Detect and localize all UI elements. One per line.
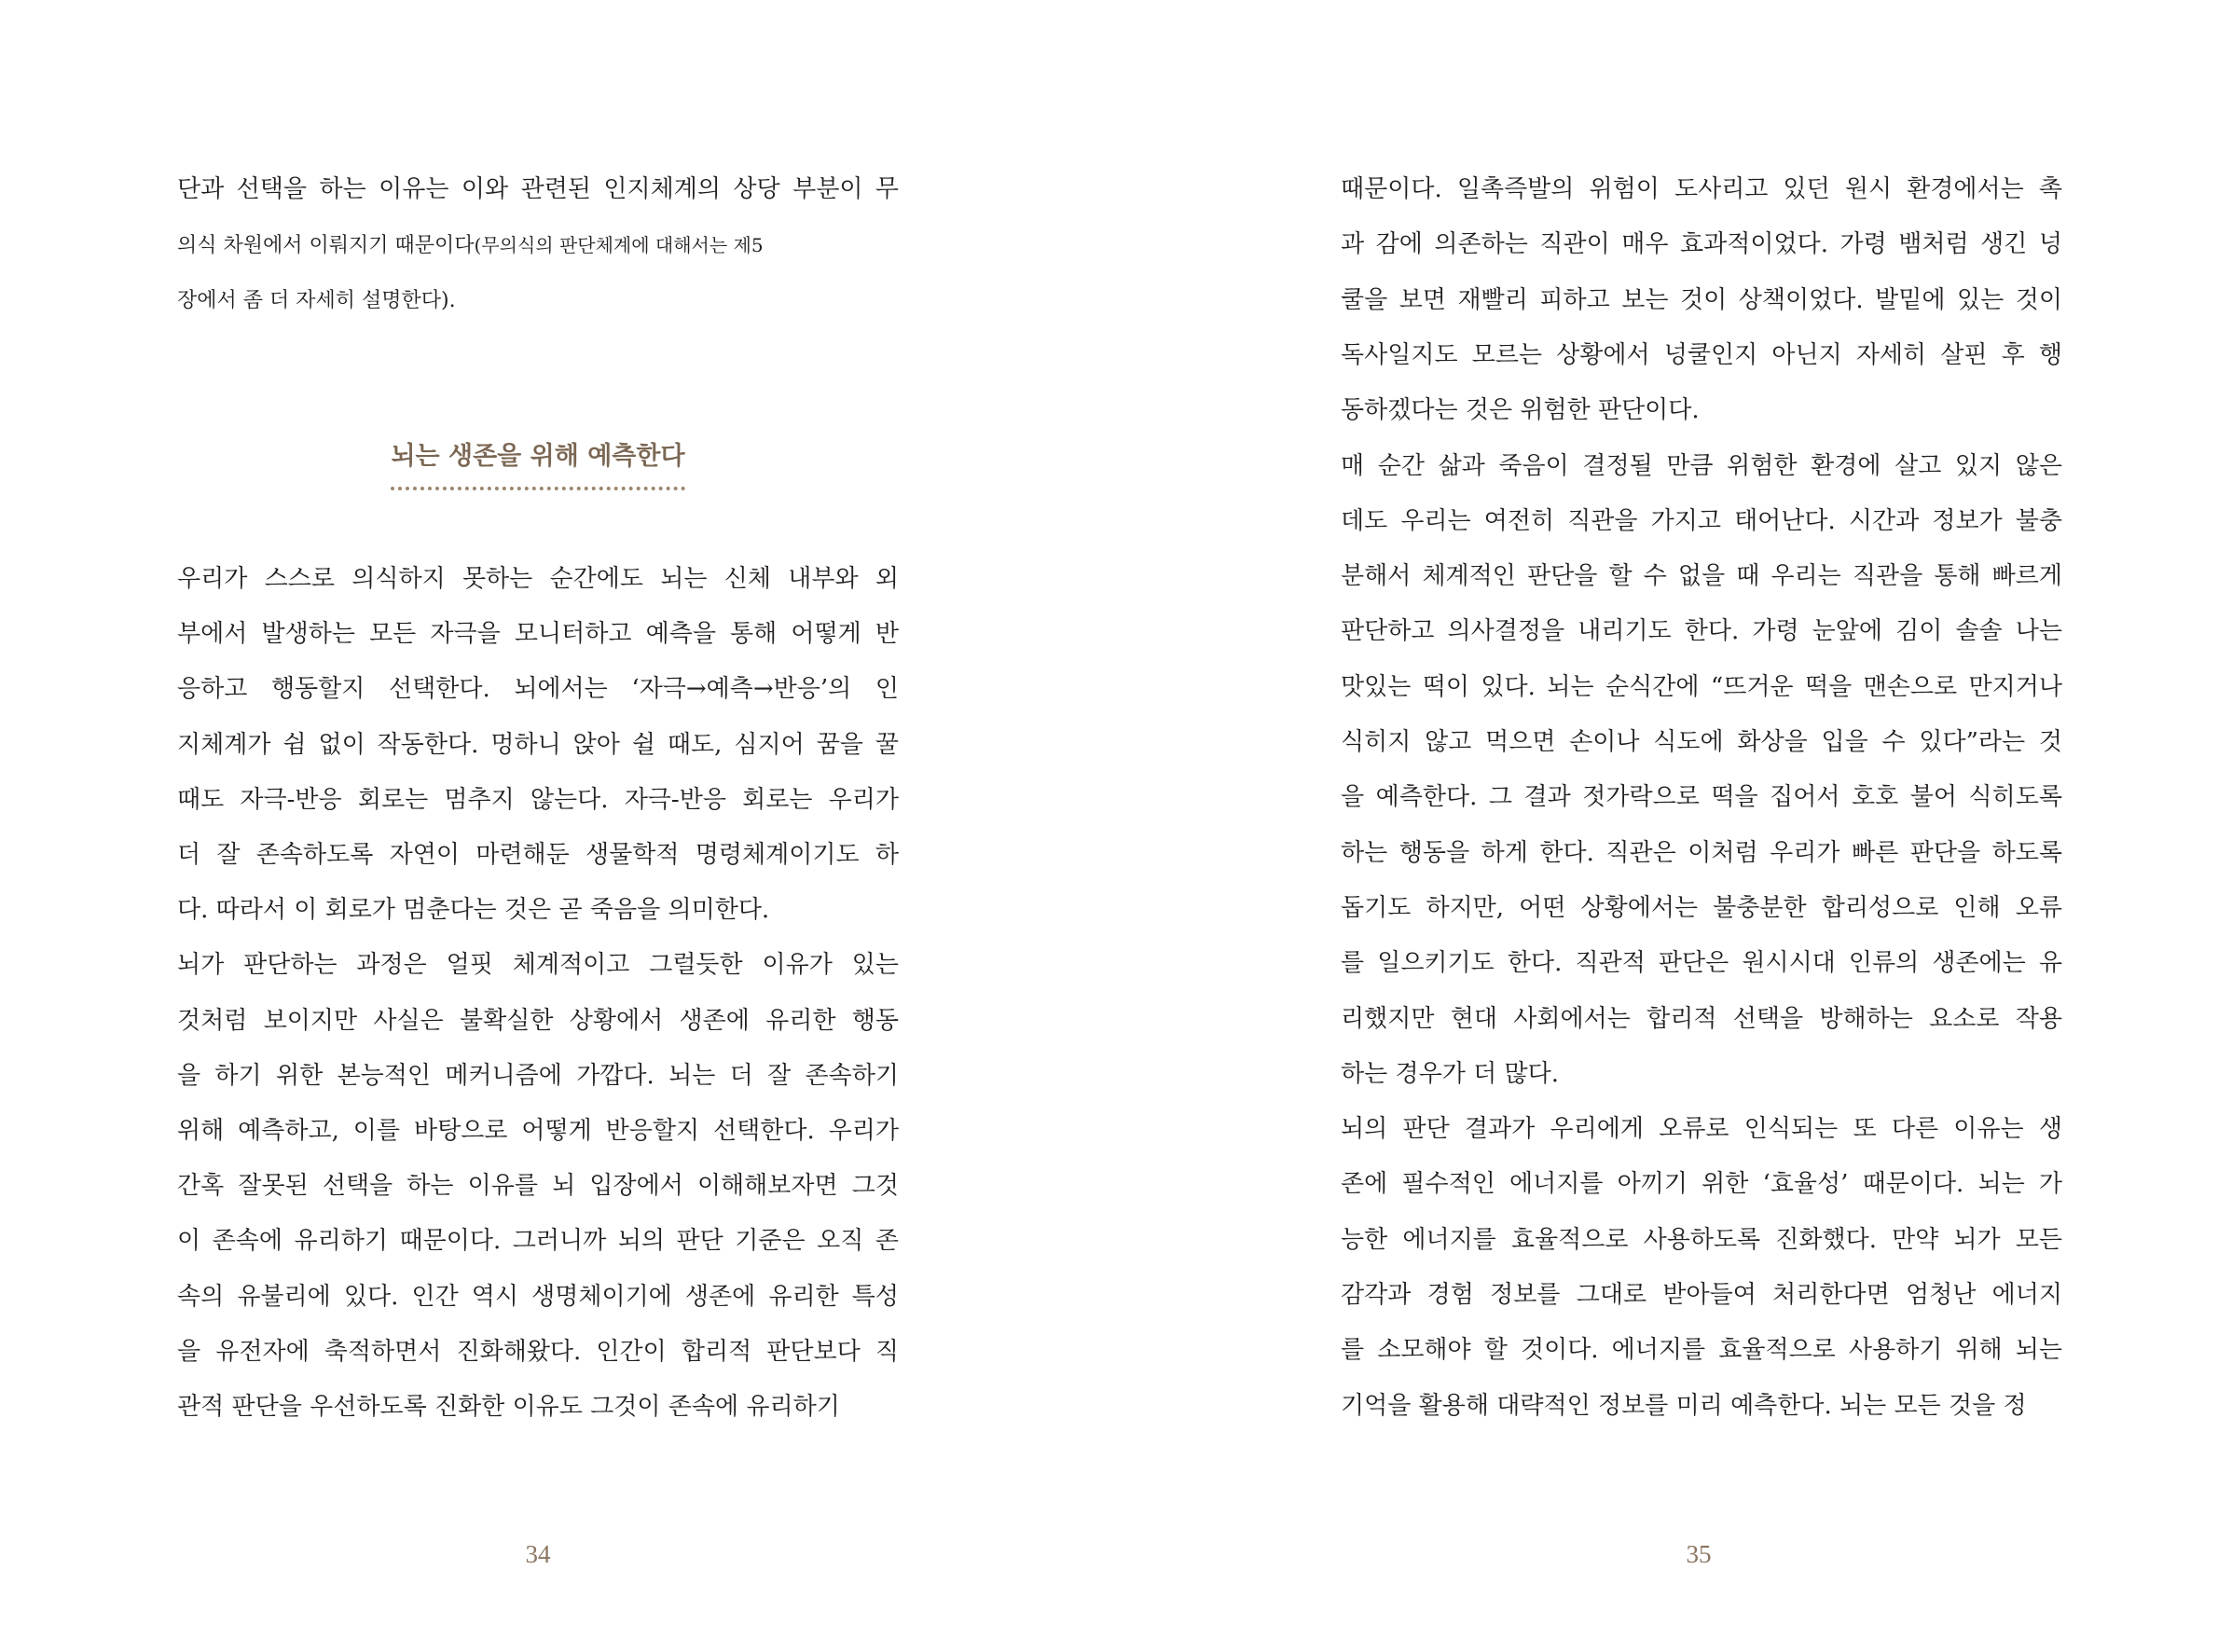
body-line: 뇌의 판단 결과가 우리에게 오류로 인식되는 또 다른 이유는 생 <box>1341 1115 2062 1144</box>
page-number-left: 34 <box>525 1540 551 1568</box>
body-line: 맛있는 떡이 있다. 뇌는 순식간에 “뜨거운 떡을 맨손으로 만지거나 <box>1341 672 2062 701</box>
section-heading <box>177 438 899 490</box>
body-line: 을 유전자에 축적하면서 진화해왔다. 인간이 합리적 판단보다 직 <box>177 1337 899 1366</box>
body-line: 것처럼 보이지만 사실은 불확실한 상황에서 생존에 유리한 행동 <box>177 1006 899 1035</box>
body-line: 위해 예측하고, 이를 바탕으로 어떻게 반응할지 선택한다. 우리가 <box>177 1117 899 1145</box>
intro-line <box>177 227 899 264</box>
body-line: 때문이다. 일촉즉발의 위험이 도사리고 있던 원시 환경에서는 촉 <box>1341 175 2062 203</box>
body-line: 를 소모해야 할 것이다. 에너지를 효율적으로 사용하기 위해 뇌는 <box>1341 1336 2062 1365</box>
body-line: 판단하고 의사결정을 내리기도 한다. 가령 눈앞에 김이 솔솔 나는 <box>1341 617 2062 646</box>
body-line: 부에서 발생하는 모든 자극을 모니터하고 예측을 통해 어떻게 반 <box>177 620 899 649</box>
body-line: 능한 에너지를 효율적으로 사용하도록 진화했다. 만약 뇌가 모든 <box>1341 1225 2062 1254</box>
body-line: 때도 자극-반응 회로는 멈추지 않는다. 자극-반응 회로는 우리가 <box>177 785 899 814</box>
body-line: 존에 필수적인 에너지를 아끼기 위한 ‘효율성’ 때문이다. 뇌는 가 <box>1341 1170 2062 1199</box>
body-line: 응하고 행동할지 선택한다. 뇌에서는 ‘자극→예측→반응’의 인 <box>177 675 899 704</box>
body-line: 속의 유불리에 있다. 인간 역시 생명체이기에 생존에 유리한 특성 <box>177 1282 899 1311</box>
section-heading-text: 뇌는 생존을 위해 예측한다 <box>391 438 684 490</box>
body-line: 지체계가 쉼 없이 작동한다. 멍하니 앉아 쉴 때도, 심지어 꿈을 꿀 <box>177 730 899 759</box>
body-line: 이 존속에 유리하기 때문이다. 그러니까 뇌의 판단 기준은 오직 존 <box>177 1227 899 1256</box>
body-line: 독사일지도 모르는 상황에서 넝쿨인지 아닌지 자세히 살핀 후 행 <box>1341 340 2062 369</box>
body-line: 를 일으키기도 한다. 직관적 판단은 원시시대 인류의 생존에는 유 <box>1341 949 2062 978</box>
body-line: 동하겠다는 것은 위험한 판단이다. <box>1341 396 1700 425</box>
body-line: 감각과 경험 정보를 그대로 받아들여 처리한다면 엄청난 에너지 <box>1341 1281 2062 1309</box>
body-line: 데도 우리는 여전히 직관을 가지고 태어난다. 시간과 정보가 불충 <box>1341 506 2062 535</box>
body-line: 기억을 활용해 대략적인 정보를 미리 예측한다. 뇌는 모든 것을 정 <box>1341 1391 2027 1420</box>
body-line: 과 감에 의존하는 직관이 매우 효과적이었다. 가령 뱀처럼 생긴 넝 <box>1341 230 2062 259</box>
right-page <box>1116 0 2232 1652</box>
body-line: 을 예측한다. 그 결과 젓가락으로 떡을 집어서 호호 불어 식히도록 <box>1341 783 2062 812</box>
body-line: 더 잘 존속하도록 자연이 마련해둔 생물학적 명령체계이기도 하 <box>177 841 899 869</box>
body-line: 을 하기 위한 본능적인 메커니즘에 가깝다. 뇌는 더 잘 존속하기 <box>177 1061 899 1090</box>
body-line: 간혹 잘못된 선택을 하는 이유를 뇌 입장에서 이해해보자면 그것 <box>177 1172 899 1201</box>
intro-line: 단과 선택을 하는 이유는 이와 관련된 인지체계의 상당 부분이 무 <box>177 175 899 203</box>
body-line: 하는 행동을 하게 한다. 직관은 이처럼 우리가 빠른 판단을 하도록 <box>1341 838 2062 867</box>
body-line: 돕기도 하지만, 어떤 상황에서는 불충분한 합리성으로 인해 오류 <box>1341 893 2062 922</box>
body-line: 쿨을 보면 재빨리 피하고 보는 것이 상책이었다. 발밑에 있는 것이 <box>1341 285 2062 314</box>
body-line: 우리가 스스로 의식하지 못하는 순간에도 뇌는 신체 내부와 외 <box>177 565 899 593</box>
intro-line-text: 의식 차원에서 이뤄지기 때문이다 <box>177 234 475 257</box>
intro-footnote: (무의식의 판단체계에 대해서는 제5 <box>474 234 764 256</box>
body-line: 뇌가 판단하는 과정은 얼핏 체계적이고 그럴듯한 이유가 있는 <box>177 951 899 980</box>
body-line: 식히지 않고 먹으면 손이나 식도에 화상을 입을 수 있다”라는 것 <box>1341 728 2062 756</box>
body-line: 분해서 체계적인 판단을 할 수 없을 때 우리는 직관을 통해 빠르게 <box>1341 562 2062 591</box>
body-line: 관적 판단을 우선하도록 진화한 이유도 그것이 존속에 유리하기 <box>177 1393 840 1421</box>
body-line: 하는 경우가 더 많다. <box>1341 1059 1559 1088</box>
intro-line: 장에서 좀 더 자세히 설명한다). <box>177 289 456 312</box>
body-line: 리했지만 현대 사회에서는 합리적 선택을 방해하는 요소로 작용 <box>1341 1004 2062 1033</box>
page-number-right: 35 <box>1686 1540 1712 1568</box>
body-line: 다. 따라서 이 회로가 멈춘다는 것은 곧 죽음을 의미한다. <box>177 896 770 925</box>
body-line: 매 순간 삶과 죽음이 결정될 만큼 위험한 환경에 살고 있지 않은 <box>1341 451 2062 480</box>
